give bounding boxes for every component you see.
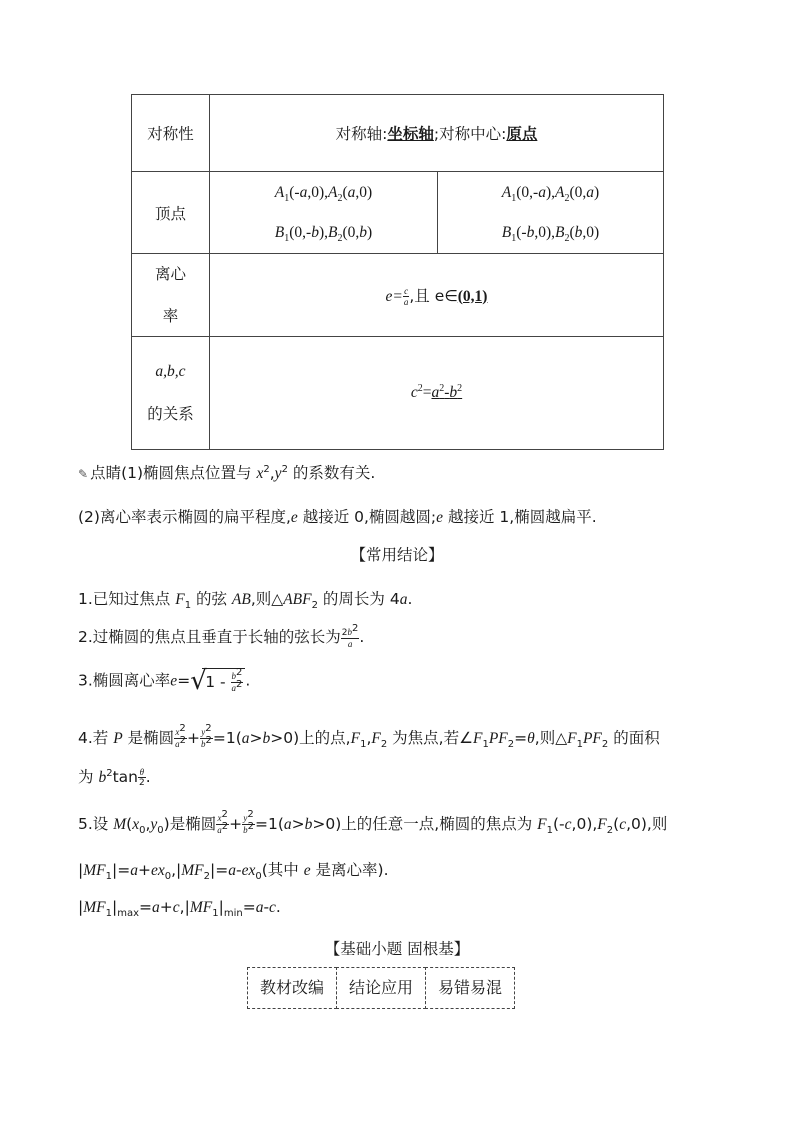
- pencil-icon: ✎: [78, 467, 89, 481]
- conclusion-1: 1.已知过焦点 $F_1$ 的弦 AB,则$\triangle ABF_2$ 的周长为 4a.: [78, 590, 413, 612]
- eccentricity-fraction: $\frac{c}{a}$: [403, 285, 409, 307]
- vertices-x-axis: [210, 172, 438, 254]
- row-label-eccentricity: 离心 率: [132, 254, 210, 337]
- symmetry-center-value: 原点: [506, 125, 538, 143]
- conclusion-3: 3.椭圆离心率e= √ 1 - $\frac{b^2}{a^2}$ .: [78, 666, 251, 696]
- vertices-b-y-axis: $B_1(-b,0),B_2(b,0)$: [501, 223, 600, 244]
- symmetry-axis-label: 对称轴:: [335, 125, 388, 143]
- vertices-a-y-axis: $A_1(0,-a),A_2(0,a)$: [501, 183, 600, 204]
- chord-length-fraction: $\frac{2b^2}{a}$: [341, 622, 359, 649]
- tab-conclusion-apply[interactable]: 结论应用: [336, 967, 426, 1009]
- conclusion-4-line-1: 4.若 P 是椭圆 $\frac{x^2}{a^2}$ + $\frac{y^2}{b^2}$ =1(a>b>0)上的点$,F_1,F_2$ 为焦点,若$\angle F_1PF_2=\theta$,则$\triangle F_1PF_2$ 的面积: [78, 723, 660, 751]
- vertices-a-x-axis: $A_1(-a,0),A_2(a,0)$: [274, 183, 373, 204]
- vertices-y-axis: [438, 172, 664, 254]
- row-label-vertices: 顶点: [132, 172, 210, 254]
- section-title-conclusions: 【常用结论】: [350, 546, 444, 564]
- row-label-abc: a,b,c 的关系: [132, 337, 210, 450]
- eccentricity-content: e= $\frac{c}{a}$ ,且 e∈(0,1): [210, 254, 664, 337]
- tab-textbook-adapt[interactable]: 教材改编: [247, 967, 337, 1009]
- table-row-eccentricity: [132, 254, 664, 337]
- conclusion-5-line-1: 5.设 $M(x_0,y_0)$是椭圆 $\frac{x^2}{a^2}$ + $\frac{y^2}{b^2}$ =1(a>b>0)上的任意一点,椭圆的焦点为 $F_1(-c,0),F_2(c,0)$,则: [78, 809, 668, 837]
- vertices-b-x-axis: $B_1(0,-b),B_2(0,b)$: [274, 223, 373, 244]
- conclusion-6: $|MF_1|_{max}=a+c,|MF_1|_{min}=a-c$.: [78, 898, 281, 920]
- sqrt-expression: √ 1 - $\frac{b^2}{a^2}$: [190, 668, 245, 694]
- conclusion-2: 2.过椭圆的焦点且垂直于长轴的弦长为 $\frac{2b^2}{a}$ .: [78, 622, 365, 649]
- symmetry-axis-value: 坐标轴: [387, 125, 434, 143]
- tab-common-mistakes[interactable]: 易错易混: [425, 967, 515, 1009]
- section-title-basics: 【基础小题 固根基】: [324, 940, 470, 958]
- exercise-tabs: [247, 967, 514, 1009]
- conclusion-5-line-2: $|MF_1|=a+ex_0,|MF_2|=a-ex_0$(其中 e 是离心率).: [78, 861, 389, 883]
- table-row-abc-relation: [132, 337, 664, 450]
- symmetry-center-label: ;对称中心:: [433, 125, 507, 143]
- conclusion-4-line-2: 为 $b^2\tan$ $\frac{\theta}{2}$ .: [78, 767, 151, 788]
- abc-relation-formula: $c^2=a^2-b^2$: [210, 337, 664, 450]
- eccentricity-range: (0,1): [457, 287, 488, 305]
- note-tag: 点睛: [90, 464, 122, 482]
- table-row-vertices: [132, 172, 664, 254]
- ellipse-properties-table: [131, 94, 664, 450]
- note-line-1: ✎ 点睛(1)椭圆焦点位置与 $x^2,y^2$ 的系数有关.: [78, 463, 376, 482]
- table-row-symmetry: [132, 95, 664, 172]
- row-label-symmetry: 对称性: [132, 95, 210, 172]
- symmetry-content: [210, 95, 664, 172]
- note-line-2: (2)离心率表示椭圆的扁平程度,e 越接近 0,椭圆越圆;e 越接近 1,椭圆越扁平.: [78, 508, 597, 526]
